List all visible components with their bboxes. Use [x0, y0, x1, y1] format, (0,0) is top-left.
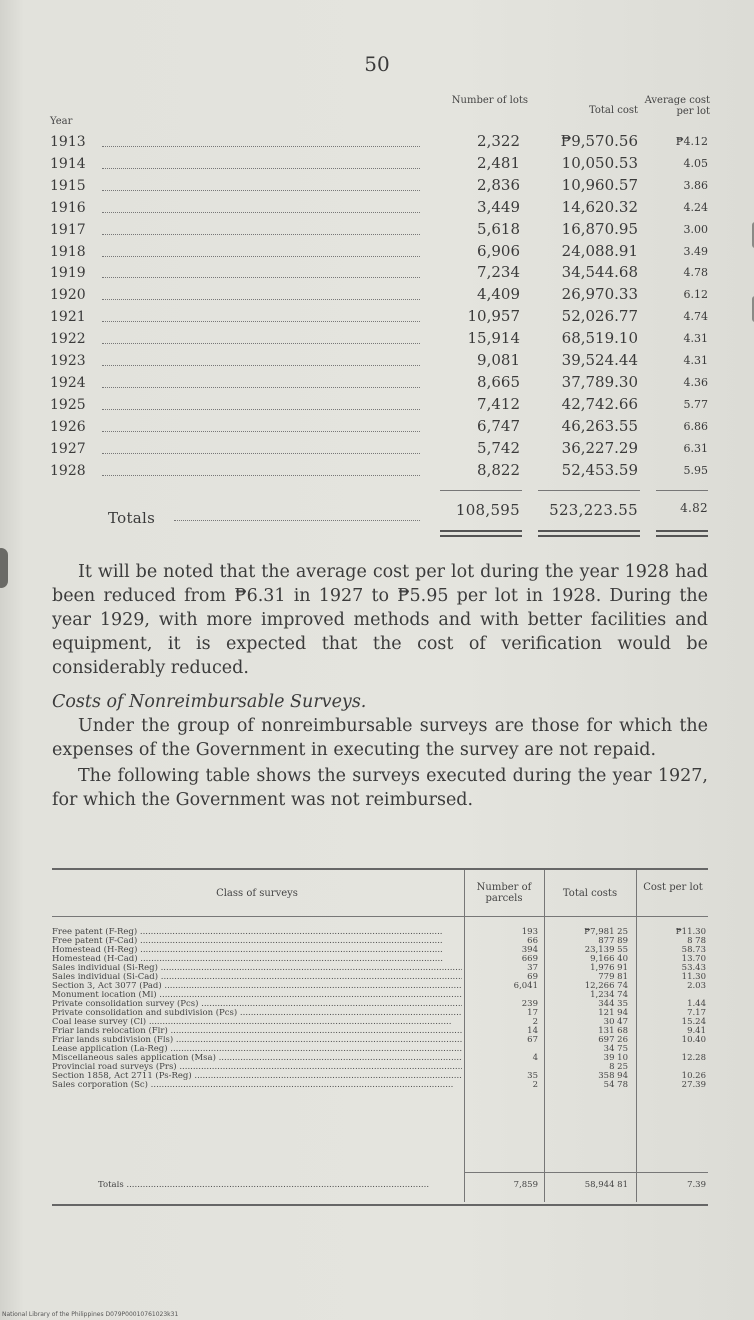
- survey-class-cell: Sales individual (Si-Cad) .....: [52, 973, 462, 982]
- leader-dots: [102, 453, 420, 454]
- scan-artifact: [0, 548, 8, 588]
- lots-cell: 4,409: [477, 285, 520, 304]
- table-row: [0, 307, 754, 329]
- survey-class-cell: Homestead (H-Reg) .....: [52, 946, 462, 955]
- total-cost-cell: 39,524.44: [561, 351, 638, 369]
- survey-class-cell: Free patent (F-Reg) .....: [52, 928, 462, 937]
- avg-cost-cell: 5.95: [683, 463, 708, 477]
- table-row: [0, 263, 754, 285]
- parcels-cell: 4: [532, 1053, 538, 1063]
- per-lot-cell: 53.43: [681, 963, 706, 973]
- survey-class-cell: Section 1858, Act 2711 (Ps-Reg) .....: [52, 1072, 462, 1081]
- survey-class-cell: Miscellaneous sales application (Msa) .....: [52, 1054, 462, 1063]
- leader-dots: [102, 409, 420, 410]
- section-heading: Costs of Nonreimbursable Surveys.: [52, 692, 367, 712]
- year-cell: 1917: [50, 221, 86, 238]
- parcels-cell: 14: [527, 1026, 538, 1036]
- lots-cell: 9,081: [477, 351, 520, 369]
- total-cost-cell: 26,970.33: [561, 285, 638, 304]
- survey-class-cell: Free patent (F-Cad) .....: [52, 937, 462, 946]
- costs-cell: 344 35: [598, 999, 628, 1009]
- table-row: [0, 220, 754, 242]
- per-lot-cell: 9.41: [687, 1026, 706, 1036]
- leader-dots: [102, 343, 420, 344]
- total-cost-cell: 24,088.91: [561, 241, 638, 260]
- lots-cell: 15,914: [467, 329, 520, 348]
- costs-cell: 8 25: [609, 1062, 628, 1072]
- avg-cost-cell: 4.31: [683, 332, 708, 346]
- total-cost-cell: 10,050.53: [561, 153, 638, 172]
- costs-cell: ₱7,981 25: [584, 927, 628, 937]
- table-row: [0, 132, 754, 154]
- per-lot-cell: 13.70: [681, 954, 706, 964]
- table-row: [0, 329, 754, 351]
- total-cost-cell: 37,789.30: [561, 372, 638, 391]
- year-cell: 1925: [50, 396, 86, 413]
- leader-dots: [102, 146, 420, 147]
- parcels-cell: 394: [521, 945, 538, 955]
- costs-cell: 9,166 40: [590, 954, 628, 964]
- totals-costs: 58,944 81: [584, 1180, 628, 1190]
- costs-cell: 779 81: [598, 972, 628, 982]
- avg-cost-cell: 6.86: [683, 419, 708, 433]
- parcels-cell: 69: [527, 972, 538, 982]
- double-rule: [538, 530, 640, 532]
- total-cost-cell: 52,453.59: [561, 460, 638, 479]
- table-row: [0, 351, 754, 373]
- survey-class-cell: Homestead (H-Cad) .....: [52, 955, 462, 964]
- lots-cell: 8,665: [477, 372, 520, 391]
- year-cell: 1916: [50, 199, 86, 216]
- parcels-cell: 6,041: [513, 981, 538, 991]
- survey-class-cell: Provincial road surveys (Prs) .....: [52, 1063, 462, 1072]
- year-cell: 1915: [50, 177, 86, 194]
- table-row: [0, 285, 754, 307]
- avg-cost-cell: 5.77: [683, 397, 708, 411]
- double-rule: [656, 530, 708, 532]
- per-lot-cell: 11.30: [681, 972, 706, 982]
- header-year: Year: [50, 116, 73, 127]
- avg-cost-cell: 4.05: [683, 156, 708, 170]
- survey-class-cell: Friar lands relocation (Flr) .....: [52, 1027, 462, 1036]
- leader-dots: [102, 277, 420, 278]
- costs-cell: 12,266 74: [584, 981, 628, 991]
- avg-cost-cell: 4.24: [683, 200, 708, 214]
- avg-cost-cell: 4.78: [683, 266, 708, 280]
- header-per-lot: Cost per lot: [643, 882, 703, 893]
- leader-dots: [102, 190, 420, 191]
- header-avg: Average cost per lot: [644, 95, 710, 117]
- per-lot-cell: 58.73: [681, 945, 706, 955]
- per-lot-cell: 10.40: [681, 1035, 706, 1045]
- body-text: [52, 560, 708, 812]
- total-cost-cell: 42,742.66: [561, 394, 638, 413]
- parcels-cell: 17: [527, 1008, 538, 1018]
- costs-cell: 697 26: [598, 1035, 628, 1045]
- totals-rule: [656, 490, 708, 491]
- avg-cost-cell: 3.49: [683, 244, 708, 258]
- costs-cell: 34 75: [603, 1044, 628, 1054]
- table-row: [0, 242, 754, 264]
- leader-dots: [102, 299, 420, 300]
- total-cost-cell: 52,026.77: [561, 307, 638, 326]
- totals-label: Totals: [108, 509, 156, 527]
- table-row: [0, 395, 754, 417]
- year-cell: 1926: [50, 418, 86, 435]
- avg-cost-cell: 3.86: [683, 178, 708, 192]
- lots-cell: 2,836: [477, 175, 520, 194]
- costs-cell: 877 89: [598, 936, 628, 946]
- totals-dots: [174, 520, 420, 521]
- avg-cost-cell: ₱4.12: [675, 135, 708, 148]
- lots-cell: 10,957: [467, 307, 520, 326]
- costs-cell: 23,139 55: [584, 945, 628, 955]
- survey-class-cell: Section 3, Act 3077 (Pad) .....: [52, 982, 462, 991]
- header-costs: Total costs: [562, 888, 618, 899]
- year-cell: 1914: [50, 155, 86, 172]
- year-cell: 1913: [50, 134, 86, 150]
- parcels-cell: 2: [532, 1017, 538, 1027]
- table2-totals-row: [52, 1181, 708, 1190]
- header-parcels: Number of parcels: [476, 882, 532, 904]
- avg-cost-cell: 4.31: [683, 354, 708, 367]
- table-row: [0, 461, 754, 483]
- leader-dots: [102, 168, 420, 169]
- survey-class-cell: Monument location (Ml) .....: [52, 991, 462, 1000]
- avg-cost-cell: 4.74: [683, 310, 708, 324]
- paragraph-cost-reduction: It will be noted that the average cost per lot during the year 1928 had been reduced from ₱6.31 in 1927 to ₱5.95 per lot in 1928. During the year 1929, with more improved methods and with better facilities and equipment, it is expected that the cost of verification would be considerably reduced.: [52, 562, 708, 678]
- totals-rule: [538, 490, 640, 491]
- header-rule: [52, 916, 708, 917]
- total-cost-cell: 36,227.29: [561, 438, 638, 457]
- per-lot-cell: ₱11.30: [675, 927, 706, 937]
- double-rule: [440, 530, 522, 532]
- header-lots: Number of lots: [451, 95, 528, 106]
- table-row: [0, 373, 754, 395]
- double-rule: [440, 535, 522, 537]
- double-rule: [656, 535, 708, 537]
- costs-cell: 121 94: [598, 1008, 628, 1018]
- survey-class-cell: Private consolidation survey (Pcs) .....: [52, 1000, 462, 1009]
- parcels-cell: 669: [521, 954, 538, 964]
- leader-dots: [102, 365, 420, 366]
- costs-cell: 1,976 91: [590, 963, 628, 973]
- totals-rule: [440, 490, 522, 491]
- per-lot-cell: 27.39: [681, 1080, 706, 1090]
- table-row: [0, 439, 754, 461]
- totals-label: Totals .....: [98, 1181, 458, 1190]
- survey-class-cell: Friar lands subdivision (Fls) .....: [52, 1036, 462, 1045]
- leader-dots: [102, 234, 420, 235]
- totals-per-lot: 7.39: [687, 1180, 706, 1190]
- lots-cell: 6,747: [477, 416, 520, 435]
- leader-dots: [102, 256, 420, 257]
- parcels-cell: 2: [532, 1080, 538, 1090]
- table-row: [0, 417, 754, 439]
- avg-cost-cell: 4.36: [683, 375, 708, 389]
- costs-cell: 131 68: [598, 1026, 628, 1036]
- lots-cell: 5,618: [477, 219, 520, 238]
- per-lot-cell: 15.24: [681, 1017, 706, 1027]
- total-cost-cell: ₱9,570.56: [560, 132, 638, 150]
- total-cost-cell: 10,960.57: [561, 175, 638, 194]
- totals-lots: 108,595: [455, 501, 520, 519]
- costs-cell: 30 47: [603, 1017, 628, 1027]
- header-class: Class of surveys: [216, 888, 298, 899]
- avg-cost-cell: 3.00: [683, 222, 708, 236]
- lots-cell: 6,906: [477, 241, 520, 260]
- lots-cell: 8,822: [477, 460, 520, 479]
- costs-cell: 54 78: [603, 1080, 628, 1090]
- table-row: [0, 154, 754, 176]
- year-cell: 1919: [50, 265, 86, 282]
- table-row: [52, 1081, 708, 1090]
- costs-cell: 39 10: [603, 1053, 628, 1063]
- total-cost-cell: 34,544.68: [561, 263, 638, 282]
- lots-cell: 7,412: [477, 394, 520, 413]
- totals-avg: 4.82: [680, 501, 708, 515]
- lots-cell: 2,322: [477, 132, 520, 150]
- parcels-cell: 193: [521, 927, 538, 937]
- per-lot-cell: 12.28: [681, 1053, 706, 1063]
- costs-cell: 358 94: [598, 1071, 628, 1081]
- avg-cost-cell: 6.12: [683, 288, 708, 302]
- survey-class-cell: Lease application (La-Reg) .....: [52, 1045, 462, 1054]
- year-cell: 1927: [50, 440, 86, 457]
- parcels-cell: 239: [521, 999, 538, 1009]
- library-footer: National Library of the Philippines D079P00010761023k31: [2, 1311, 179, 1318]
- avg-cost-cell: 6.31: [683, 441, 708, 455]
- parcels-cell: 67: [527, 1035, 538, 1045]
- lots-cell: 3,449: [477, 197, 520, 216]
- header-total: Total cost: [588, 105, 638, 116]
- year-cell: 1920: [50, 287, 86, 304]
- totals-parcels: 7,859: [513, 1180, 538, 1190]
- paragraph-nonreimbursable: Under the group of nonreimbursable surveys are those for which the expenses of the Government in executing the survey are not repaid.: [52, 716, 708, 760]
- parcels-cell: 35: [527, 1071, 538, 1081]
- per-lot-cell: 1.44: [687, 999, 706, 1009]
- leader-dots: [102, 321, 420, 322]
- year-cell: 1922: [50, 331, 86, 348]
- leader-dots: [102, 475, 420, 476]
- leader-dots: [102, 431, 420, 432]
- year-cell: 1928: [50, 462, 86, 479]
- lots-cell: 2,481: [477, 153, 520, 172]
- survey-class-cell: Private consolidation and subdivision (Pcs) .....: [52, 1009, 462, 1018]
- costs-cell: 1,234 74: [590, 990, 628, 1000]
- year-cell: 1924: [50, 374, 86, 391]
- parcels-cell: 37: [527, 963, 538, 973]
- year-cell: 1921: [50, 309, 86, 326]
- table-row: [0, 198, 754, 220]
- survey-class-cell: Sales individual (Si-Reg) .....: [52, 964, 462, 973]
- lots-cell: 5,742: [477, 438, 520, 457]
- page-number: 50: [364, 52, 390, 76]
- lots-cell: 7,234: [477, 263, 520, 282]
- total-cost-cell: 16,870.95: [561, 219, 638, 238]
- totals-rule: [464, 1172, 708, 1173]
- survey-class-cell: Sales corporation (Sc) .....: [52, 1081, 462, 1090]
- leader-dots: [102, 212, 420, 213]
- year-cell: 1923: [50, 353, 86, 369]
- total-cost-cell: 68,519.10: [561, 329, 638, 348]
- survey-class-cell: Coal lease survey (Cl) .....: [52, 1018, 462, 1027]
- leader-dots: [102, 387, 420, 388]
- total-cost-cell: 14,620.32: [561, 197, 638, 216]
- year-cell: 1918: [50, 243, 86, 260]
- totals-total: 523,223.55: [549, 501, 638, 519]
- per-lot-cell: 8 78: [687, 936, 706, 946]
- per-lot-cell: 2.03: [687, 981, 706, 991]
- paragraph-table-intro: The following table shows the surveys executed during the year 1927, for which the Government was not reimbursed.: [52, 766, 708, 810]
- per-lot-cell: 7.17: [687, 1008, 706, 1018]
- parcels-cell: 66: [527, 936, 538, 946]
- total-cost-cell: 46,263.55: [561, 416, 638, 435]
- per-lot-cell: 10.26: [681, 1071, 706, 1081]
- table-row: [0, 176, 754, 198]
- double-rule: [538, 535, 640, 537]
